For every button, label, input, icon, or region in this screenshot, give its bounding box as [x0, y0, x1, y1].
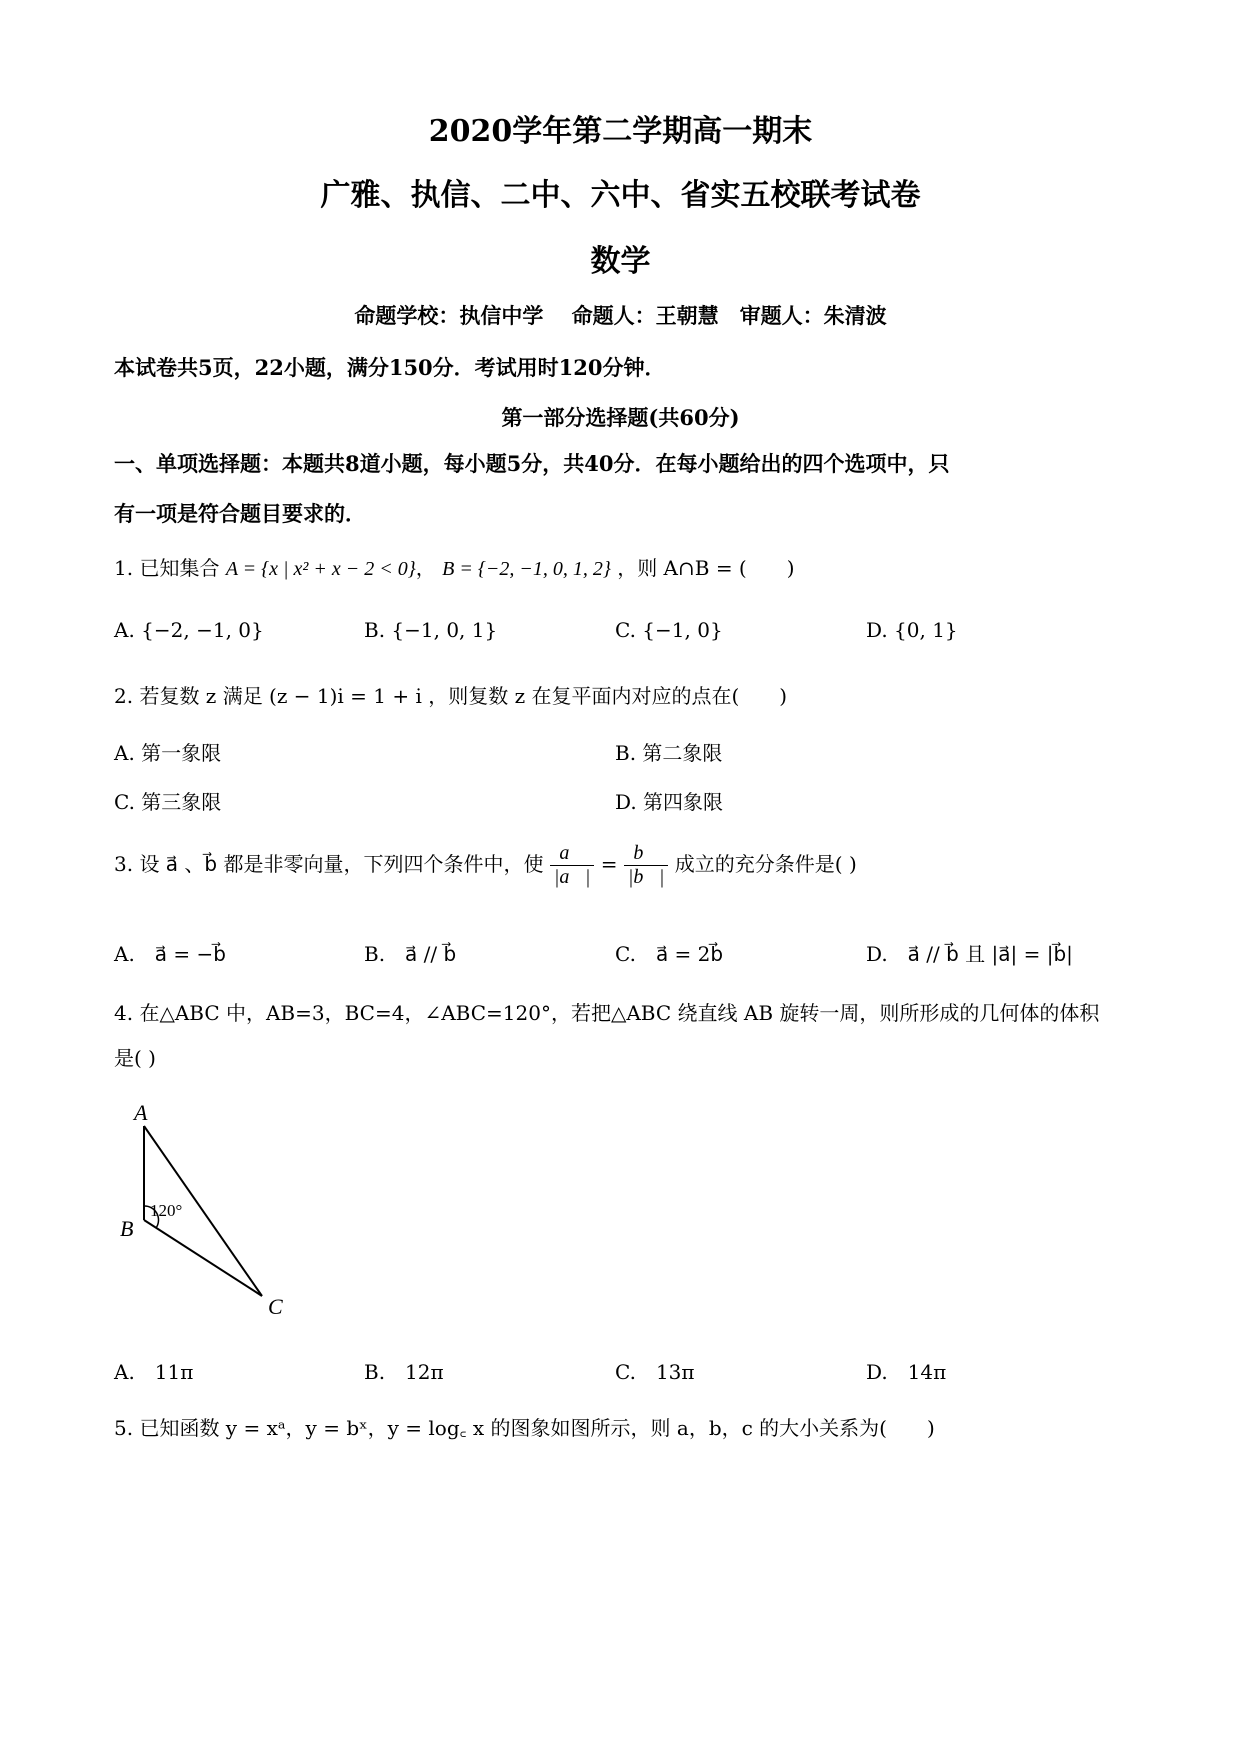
q3-fraction-a: [550, 842, 595, 889]
exam-note: 本试卷共5页，22小题，满分150分．考试用时120分钟．: [114, 355, 666, 380]
exam-title: 2020学年第二学期高一期末: [428, 114, 813, 149]
vertex-b-label: B: [120, 1216, 134, 1241]
q3-prefix: 3. 设 a⃗ 、b⃗ 都是非零向量，下列四个条件中，使: [114, 852, 544, 876]
q3-frac-b-den: |b⃗|: [627, 866, 665, 888]
q1-set-b: B = {−2, −1, 0, 1, 2}: [442, 558, 611, 580]
q1-separator: ，: [415, 556, 436, 580]
exam-subtitle: 广雅、执信、二中、六中、省实五校联考试卷: [320, 178, 921, 213]
q1-option-c[interactable]: C. {−1, 0}: [615, 618, 723, 642]
q3-option-d[interactable]: D. a⃗ // b⃗ 且 |a⃗| = |b⃗|: [866, 942, 1073, 966]
q1-option-a[interactable]: A. {−2, −1, 0}: [114, 618, 264, 642]
q1-option-d[interactable]: D. {0, 1}: [866, 618, 958, 642]
q3-fraction-b: [624, 842, 669, 889]
triangle-figure: [110, 1100, 310, 1330]
q2-option-d[interactable]: D. 第四象限: [615, 790, 724, 814]
q4-option-a[interactable]: A. 11π: [114, 1360, 194, 1384]
vertex-c-label: C: [268, 1294, 283, 1319]
q3-option-a[interactable]: A. a⃗ = −b⃗: [114, 942, 226, 966]
q1-option-b[interactable]: B. {−1, 0, 1}: [364, 618, 498, 642]
question-3: [114, 842, 1134, 889]
q3-option-c[interactable]: C. a⃗ = 2b⃗: [615, 942, 724, 966]
section-heading-line1: 一、单项选择题：本题共8道小题，每小题5分，共40分．在每小题给出的四个选项中，只: [114, 451, 950, 476]
q2-option-c[interactable]: C. 第三象限: [114, 790, 222, 814]
angle-label: 120°: [150, 1201, 183, 1220]
q3-option-b[interactable]: B. a⃗ // b⃗: [364, 942, 457, 966]
question-2: 2. 若复数 z 满足 (z − 1)i = 1 + i ，则复数 z 在复平面内对应的点在( ): [114, 684, 788, 708]
q3-frac-a-den: |a⃗|: [553, 866, 591, 888]
q3-frac-b-num: b⃗: [624, 842, 669, 866]
q4-option-c[interactable]: C. 13π: [615, 1360, 695, 1384]
part-heading: 第一部分选择题(共60分): [501, 405, 740, 430]
subject-title: 数学: [590, 244, 651, 279]
q1-prefix: 1. 已知集合: [114, 556, 220, 580]
question-5: 5. 已知函数 y = xᵃ，y = bˣ，y = log꜀ x 的图象如图所示，则 a，b，c 的大小关系为( ): [114, 1416, 935, 1440]
q3-suffix: 成立的充分条件是( ): [674, 852, 857, 876]
question-4-line1: 4. 在△ABC 中，AB=3，BC=4，∠ABC=120°，若把△ABC 绕直线 AB 旋转一周，则所形成的几何体的体积: [114, 1001, 1100, 1025]
q1-set-a: A = {x | x² + x − 2 < 0}: [225, 558, 416, 580]
q3-frac-a-num: a⃗: [550, 842, 595, 866]
q4-option-d[interactable]: D. 14π: [866, 1360, 947, 1384]
vertex-a-label: A: [134, 1100, 148, 1125]
section-heading-line2: 有一项是符合题目要求的．: [114, 501, 366, 526]
question-1: [114, 552, 1134, 581]
question-4-line2: 是( ): [114, 1046, 156, 1070]
side-bc: [144, 1220, 262, 1296]
q1-suffix: ，则 A∩B = ( ): [617, 556, 795, 580]
q2-option-b[interactable]: B. 第二象限: [615, 741, 723, 765]
q3-equals: =: [600, 852, 618, 876]
q2-option-a[interactable]: A. 第一象限: [114, 741, 222, 765]
q4-option-b[interactable]: B. 12π: [364, 1360, 444, 1384]
authors-line: 命题学校：执信中学 命题人：王朝慧 审题人：朱清波: [354, 303, 887, 328]
